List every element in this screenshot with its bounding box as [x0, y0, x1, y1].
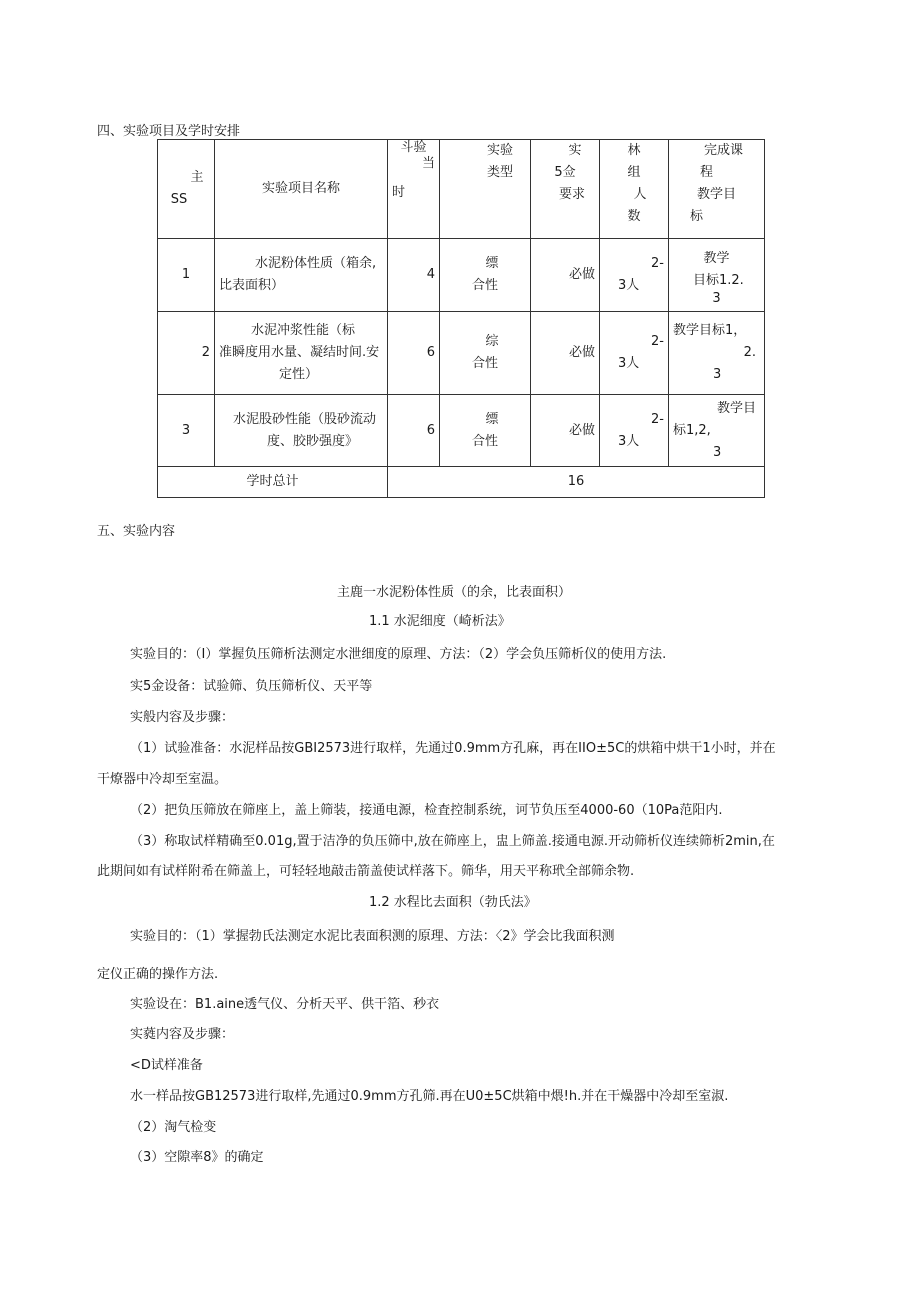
row-no: 1	[158, 239, 215, 312]
section-5-heading: 五、实验内容	[97, 524, 176, 539]
row-group-size: 2- 3人	[600, 395, 669, 467]
total-label: 学时总计	[158, 467, 388, 498]
header-course-target: 完成课 程 教学目 标	[669, 140, 765, 239]
sub2-purpose: 实验目的：（1）掌握勃氏法测定水泥比表面积测的原理、方法：〈2》学会比我面积测	[130, 929, 615, 944]
sub1-steps-title: 实般内容及步骤：	[130, 710, 235, 725]
subsection-1-1-title: 1.1 水泥细度（崎析法》	[369, 614, 511, 629]
sub1-step2: （2）把负压筛放在筛座上，盖上筛装，接通电源，检査控制系统，诃节负压至4000-60（10Pa范阳内.	[130, 803, 723, 818]
row-no: 2	[158, 312, 215, 395]
row-hours: 6	[388, 312, 440, 395]
sub2-step3: （3）空隙率8》的确定	[130, 1150, 264, 1165]
row-type: 缥 合性	[440, 239, 531, 312]
chapter-title: 主鹿一水泥粉体性质（的余，比表面积）	[337, 585, 572, 600]
sub1-equipment: 实5金设备：试验筛、负压筛析仪、天平等	[130, 679, 373, 694]
row-requirement: 必做	[531, 312, 600, 395]
sub1-step1-cont: 干燎器中冷却至室温。	[97, 772, 228, 787]
row-course-target: 教学目 标1,2, 3	[669, 395, 765, 467]
sub1-step3-cont: 此期间如有试样附希在筛盖上，可轻轻地敲击箭盖使试样落下。筛华，用天平称玳全部筛余物.	[97, 864, 635, 879]
row-hours: 4	[388, 239, 440, 312]
table-row	[158, 395, 765, 467]
row-type: 综 合性	[440, 312, 531, 395]
row-course-target: 教学目标1， 2. 3	[669, 312, 765, 395]
row-course-target: 教学 目标1.2. 3	[669, 239, 765, 312]
row-requirement: 必做	[531, 239, 600, 312]
row-no: 3	[158, 395, 215, 467]
sub2-purpose-cont: 定仪正确的操作方法.	[97, 967, 219, 982]
sub2-step1-text: 水一样品按GB12573进行取样,先通过0.9mm方孔筛.再在U0±5C烘箱中煨!h.并在干燥器中冷却至室淑.	[130, 1089, 729, 1104]
row-group-size: 2- 3人	[600, 239, 669, 312]
header-name: 实验项目名称	[215, 140, 388, 239]
header-type: 实验 类型	[440, 140, 531, 239]
experiment-schedule-table	[157, 139, 765, 498]
header-hours: 斗验 当 时	[388, 140, 440, 239]
header-group-size: 林 组 人 数	[600, 140, 669, 239]
header-requirement: 实 5佥 要求	[531, 140, 600, 239]
sub2-steps-title: 实蕤内容及步骤：	[130, 1027, 235, 1042]
section-4-heading: 四、实验项目及学时安排	[97, 124, 241, 139]
table-total-row	[158, 467, 765, 498]
table-header-row	[158, 140, 765, 239]
subsection-1-2-title: 1.2 水程比去面积（勃氏法》	[369, 895, 537, 910]
row-name: 水泥冲浆性能（标 准瞬度用水量、凝结时间.安 定性）	[215, 312, 388, 395]
row-group-size: 2- 3人	[600, 312, 669, 395]
row-requirement: 必做	[531, 395, 600, 467]
sub1-step1: （1）试验准备：水泥样品按GBI2573进行取样，先通过0.9mm方孔麻，再在IIO±5C的烘箱中烘干1小时，并在	[130, 741, 776, 756]
sub2-step1-title: <D试样准备	[130, 1058, 203, 1073]
table-row	[158, 239, 765, 312]
sub2-equipment: 实验设在：B1.aine透气仪、分析天平、供干箔、秒衣	[130, 997, 440, 1012]
sub2-step2: （2）淘气检变	[130, 1120, 217, 1135]
row-type: 缥 合性	[440, 395, 531, 467]
row-hours: 6	[388, 395, 440, 467]
row-name: 水泥股砂性能（股砂流动 度、胶眇强度》	[215, 395, 388, 467]
row-name: 水泥粉体性质（箱余, 比表面积）	[215, 239, 388, 312]
total-value: 16	[388, 467, 765, 498]
header-no: 主 SS	[158, 140, 215, 239]
table-row	[158, 312, 765, 395]
sub1-step3: （3）称取试样精确至0.01g,置于洁净的负压筛中,放在筛座上，盅上筛盖.接通电源.开动筛析仪连续筛析2min,在	[130, 834, 775, 849]
sub1-purpose: 实验目的：（I）掌握负压筛析法测定水泄细度的原理、方法：（2）学会负压筛析仪的使用方法.	[130, 647, 667, 662]
